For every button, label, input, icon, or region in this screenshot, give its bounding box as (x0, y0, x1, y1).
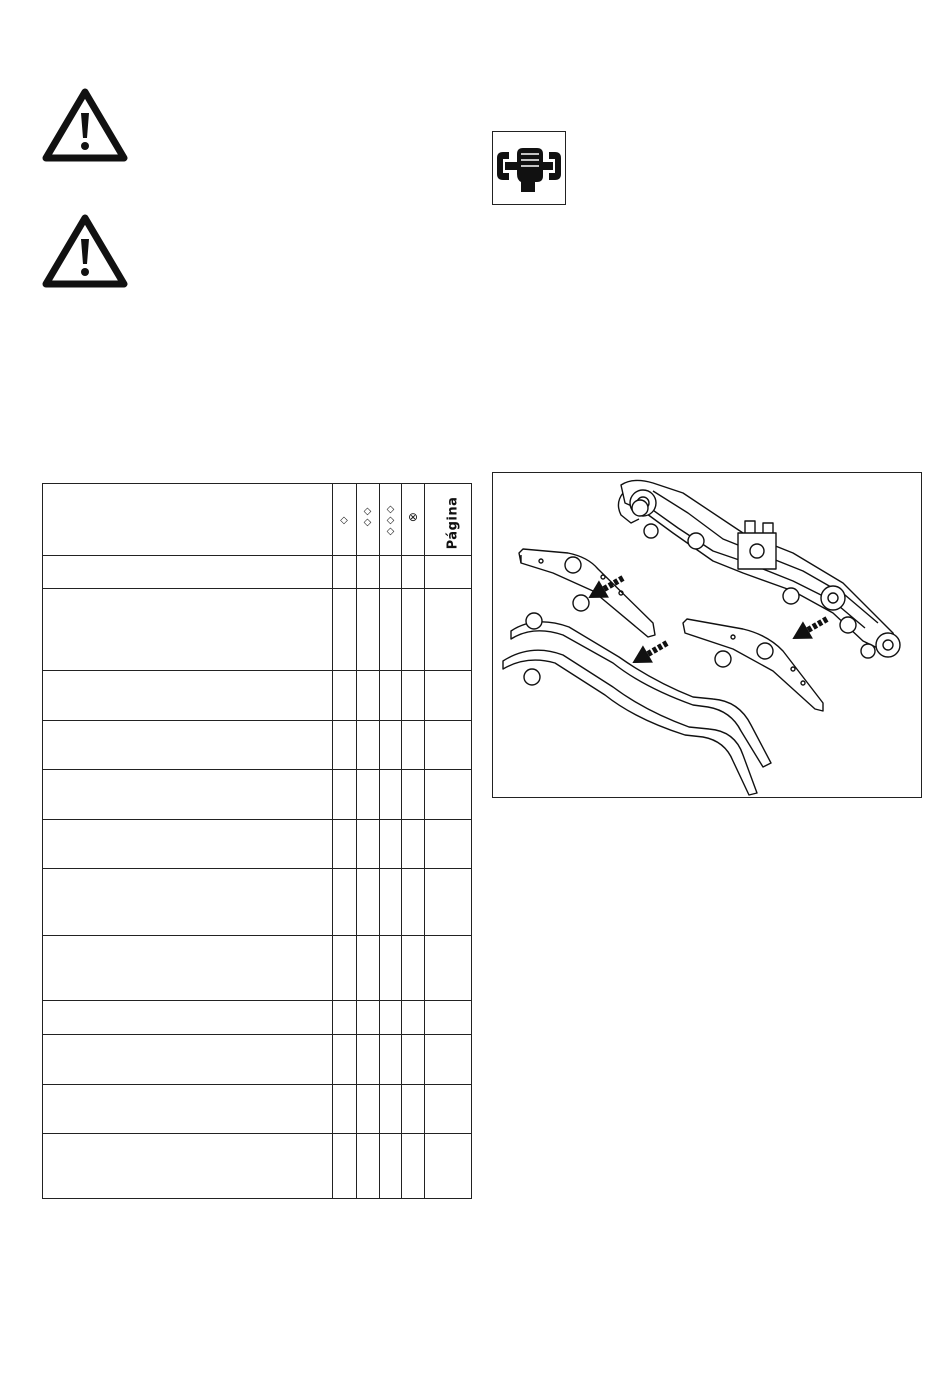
warning-triangle-icon (42, 88, 128, 164)
interval-symbol-1: ◇ (340, 515, 348, 526)
wrench-fist-icon (492, 131, 566, 205)
interval-symbol-3: ◇◇◇ (386, 504, 395, 537)
page-column-header: Página (445, 496, 461, 550)
interval-symbol-2: ◇◇ (363, 506, 372, 528)
maintenance-table (42, 483, 472, 1199)
interval-symbol-4: ⊗ (407, 510, 419, 524)
warning-triangle-icon (42, 214, 128, 290)
parts-illustration (492, 472, 922, 798)
